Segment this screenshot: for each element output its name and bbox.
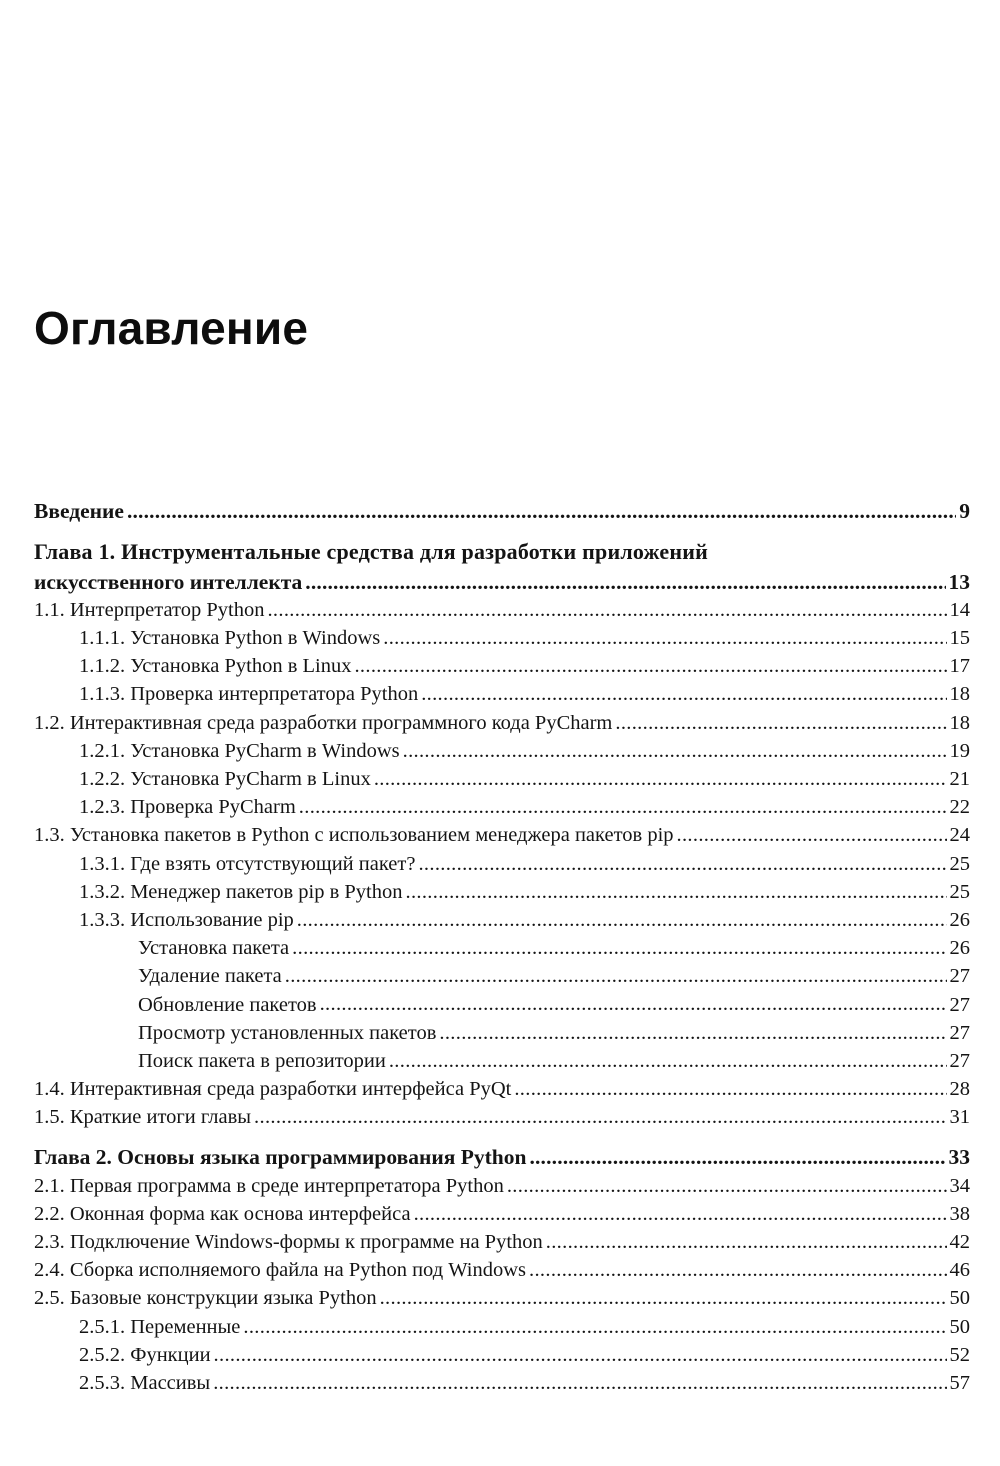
- toc-entry-page: 33: [948, 1145, 970, 1170]
- toc-entry-label: 1.3.2. Менеджер пакетов pip в Python: [79, 880, 403, 903]
- toc-entry: [34, 934, 970, 962]
- toc-entry: [34, 596, 970, 624]
- toc-chapter-entry: [34, 1143, 970, 1171]
- toc-entry-page: 26: [949, 908, 970, 931]
- toc-dot-leader: [414, 1200, 947, 1228]
- toc-dot-leader: [439, 1019, 946, 1047]
- toc-entry-page: 26: [949, 937, 970, 960]
- toc-entry-page: 15: [949, 627, 970, 650]
- toc-entry-label: 2.5.3. Массивы: [79, 1371, 211, 1394]
- toc-entry-page: 22: [949, 796, 970, 819]
- toc-entry: [34, 878, 970, 906]
- toc-entry: [34, 962, 970, 990]
- toc-dot-leader: [374, 765, 947, 793]
- toc-dot-leader: [320, 991, 947, 1019]
- toc-entry-label: Поиск пакета в репозитории: [138, 1049, 386, 1072]
- toc-entry: [34, 652, 970, 680]
- toc-dot-leader: [507, 1172, 947, 1200]
- toc-dot-leader: [254, 1103, 946, 1131]
- toc-entry: [34, 737, 970, 765]
- toc-entry-label: 1.1.1. Установка Python в Windows: [79, 627, 381, 650]
- toc-entry: [34, 821, 970, 849]
- toc-dot-leader: [243, 1313, 946, 1341]
- table-of-contents: [34, 497, 970, 1397]
- toc-entry-label: 2.5.2. Функции: [79, 1343, 211, 1366]
- toc-entry: [34, 1172, 970, 1200]
- toc-entry: [34, 497, 970, 525]
- toc-entry-label: 1.3. Установка пакетов в Python с использованием менеджера пакетов pip: [34, 824, 674, 847]
- toc-entry-label: 2.4. Сборка исполняемого файла на Python под Windows: [34, 1259, 527, 1282]
- toc-entry-label: 1.1.2. Установка Python в Linux: [79, 655, 352, 678]
- toc-entry-page: 38: [949, 1202, 970, 1225]
- toc-entry-page: 25: [949, 880, 970, 903]
- toc-entry-label: 1.2.3. Проверка PyCharm: [79, 796, 296, 819]
- toc-dot-leader: [529, 1256, 946, 1284]
- toc-dot-leader: [127, 497, 956, 525]
- toc-entry-label: 2.3. Подключение Windows-формы к программе на Python: [34, 1231, 543, 1253]
- toc-entry: [34, 793, 970, 821]
- toc-entry: [34, 1228, 970, 1256]
- toc-entry-page: 13: [948, 569, 970, 594]
- toc-dot-leader: [421, 680, 946, 708]
- toc-entry: [34, 568, 970, 596]
- toc-entry-page: 50: [949, 1287, 970, 1310]
- toc-entry-label: Удаление пакета: [138, 965, 282, 988]
- toc-entry-page: 27: [949, 965, 970, 988]
- toc-dot-leader: [418, 850, 946, 878]
- toc-dot-leader: [389, 1047, 947, 1075]
- toc-dot-leader: [299, 793, 947, 821]
- toc-entry-page: 52: [949, 1343, 970, 1366]
- toc-entry-label: искусственного интеллекта: [34, 569, 303, 594]
- toc-entry-label: 1.3.1. Где взять отсутствующий пакет?: [79, 852, 416, 875]
- toc-entry-label: Введение: [34, 499, 124, 523]
- toc-entry: [34, 1075, 970, 1103]
- toc-dot-leader: [677, 821, 947, 849]
- toc-chapter-title: [34, 537, 970, 568]
- toc-entry: [34, 1200, 970, 1228]
- toc-entry: [34, 624, 970, 652]
- toc-entry-label: 1.3.3. Использование pip: [79, 908, 294, 931]
- toc-entry-label: 1.2.2. Установка PyCharm в Linux: [79, 768, 371, 790]
- toc-entry-page: 18: [949, 683, 970, 706]
- toc-entry: [34, 1103, 970, 1131]
- toc-entry-label: 1.5. Краткие итоги главы: [34, 1106, 252, 1129]
- toc-entry-page: 46: [949, 1259, 970, 1282]
- toc-entry-label: Глава 2. Основы языка программирования Python: [34, 1145, 527, 1170]
- toc-entry-page: 28: [949, 1078, 970, 1101]
- toc-entry-label: Глава 1. Инструментальные средства для разработки приложений: [34, 539, 708, 565]
- toc-entry-label: Просмотр установленных пакетов: [138, 1021, 437, 1044]
- toc-dot-leader: [529, 1143, 945, 1171]
- toc-entry: [34, 1047, 970, 1075]
- toc-dot-leader: [380, 1284, 947, 1312]
- toc-entry-label: 1.2.1. Установка PyCharm в Windows: [79, 739, 400, 762]
- toc-dot-leader: [214, 1341, 947, 1369]
- toc-entry-label: 2.1. Первая программа в среде интерпретатора Python: [34, 1174, 504, 1197]
- toc-dot-leader: [292, 934, 946, 962]
- toc-entry: [34, 1284, 970, 1312]
- toc-entry-label: 1.1. Интерпретатор Python: [34, 598, 265, 621]
- toc-entry: [34, 1256, 970, 1284]
- toc-entry: [34, 991, 970, 1019]
- page-title: Оглавление: [34, 302, 309, 354]
- toc-entry-label: Установка пакета: [138, 937, 290, 960]
- toc-dot-leader: [546, 1228, 947, 1256]
- toc-entry-label: 2.5.1. Переменные: [79, 1315, 241, 1338]
- toc-entry-page: 18: [949, 711, 970, 734]
- toc-dot-leader: [213, 1369, 946, 1397]
- toc-entry-label: 1.2. Интерактивная среда разработки программного кода PyCharm: [34, 711, 613, 734]
- toc-entry: [34, 1341, 970, 1369]
- toc-dot-leader: [383, 624, 946, 652]
- toc-dot-leader: [615, 709, 946, 737]
- toc-entry: [34, 709, 970, 737]
- toc-entry-page: 25: [949, 852, 970, 875]
- toc-entry-label: 1.4. Интерактивная среда разработки интерфейса PyQt: [34, 1078, 512, 1101]
- toc-entry-page: 19: [949, 739, 970, 762]
- toc-entry: [34, 850, 970, 878]
- toc-entry-page: 31: [949, 1106, 970, 1129]
- toc-entry-label: 2.5. Базовые конструкции языка Python: [34, 1287, 377, 1310]
- toc-entry-page: 57: [949, 1371, 970, 1394]
- toc-entry: [34, 1019, 970, 1047]
- toc-entry-page: 34: [949, 1174, 970, 1197]
- toc-entry-label: Обновление пакетов: [138, 993, 317, 1016]
- toc-entry-label: 1.1.3. Проверка интерпретатора Python: [79, 683, 419, 706]
- toc-dot-leader: [514, 1075, 946, 1103]
- toc-entry: [34, 765, 970, 793]
- toc-dot-leader: [285, 962, 947, 990]
- toc-dot-leader: [305, 568, 945, 596]
- toc-dot-leader: [297, 906, 947, 934]
- toc-entry: [34, 1313, 970, 1341]
- toc-entry-page: 42: [949, 1231, 970, 1253]
- toc-dot-leader: [406, 878, 947, 906]
- toc-entry-page: 21: [949, 768, 970, 790]
- toc-entry-page: 24: [949, 824, 970, 847]
- toc-entry-page: 17: [949, 655, 970, 678]
- toc-entry-page: 9: [959, 499, 970, 523]
- toc-entry: [34, 1369, 970, 1397]
- toc-entry-page: 50: [949, 1315, 970, 1338]
- toc-dot-leader: [403, 737, 947, 765]
- toc-entry: [34, 680, 970, 708]
- toc-entry-page: 14: [949, 598, 970, 621]
- toc-dot-leader: [354, 652, 946, 680]
- toc-entry: [34, 906, 970, 934]
- toc-dot-leader: [267, 596, 946, 624]
- toc-entry-page: 27: [949, 1049, 970, 1072]
- toc-entry-label: 2.2. Оконная форма как основа интерфейса: [34, 1202, 411, 1225]
- toc-entry-page: 27: [949, 1021, 970, 1044]
- toc-entry-page: 27: [949, 993, 970, 1016]
